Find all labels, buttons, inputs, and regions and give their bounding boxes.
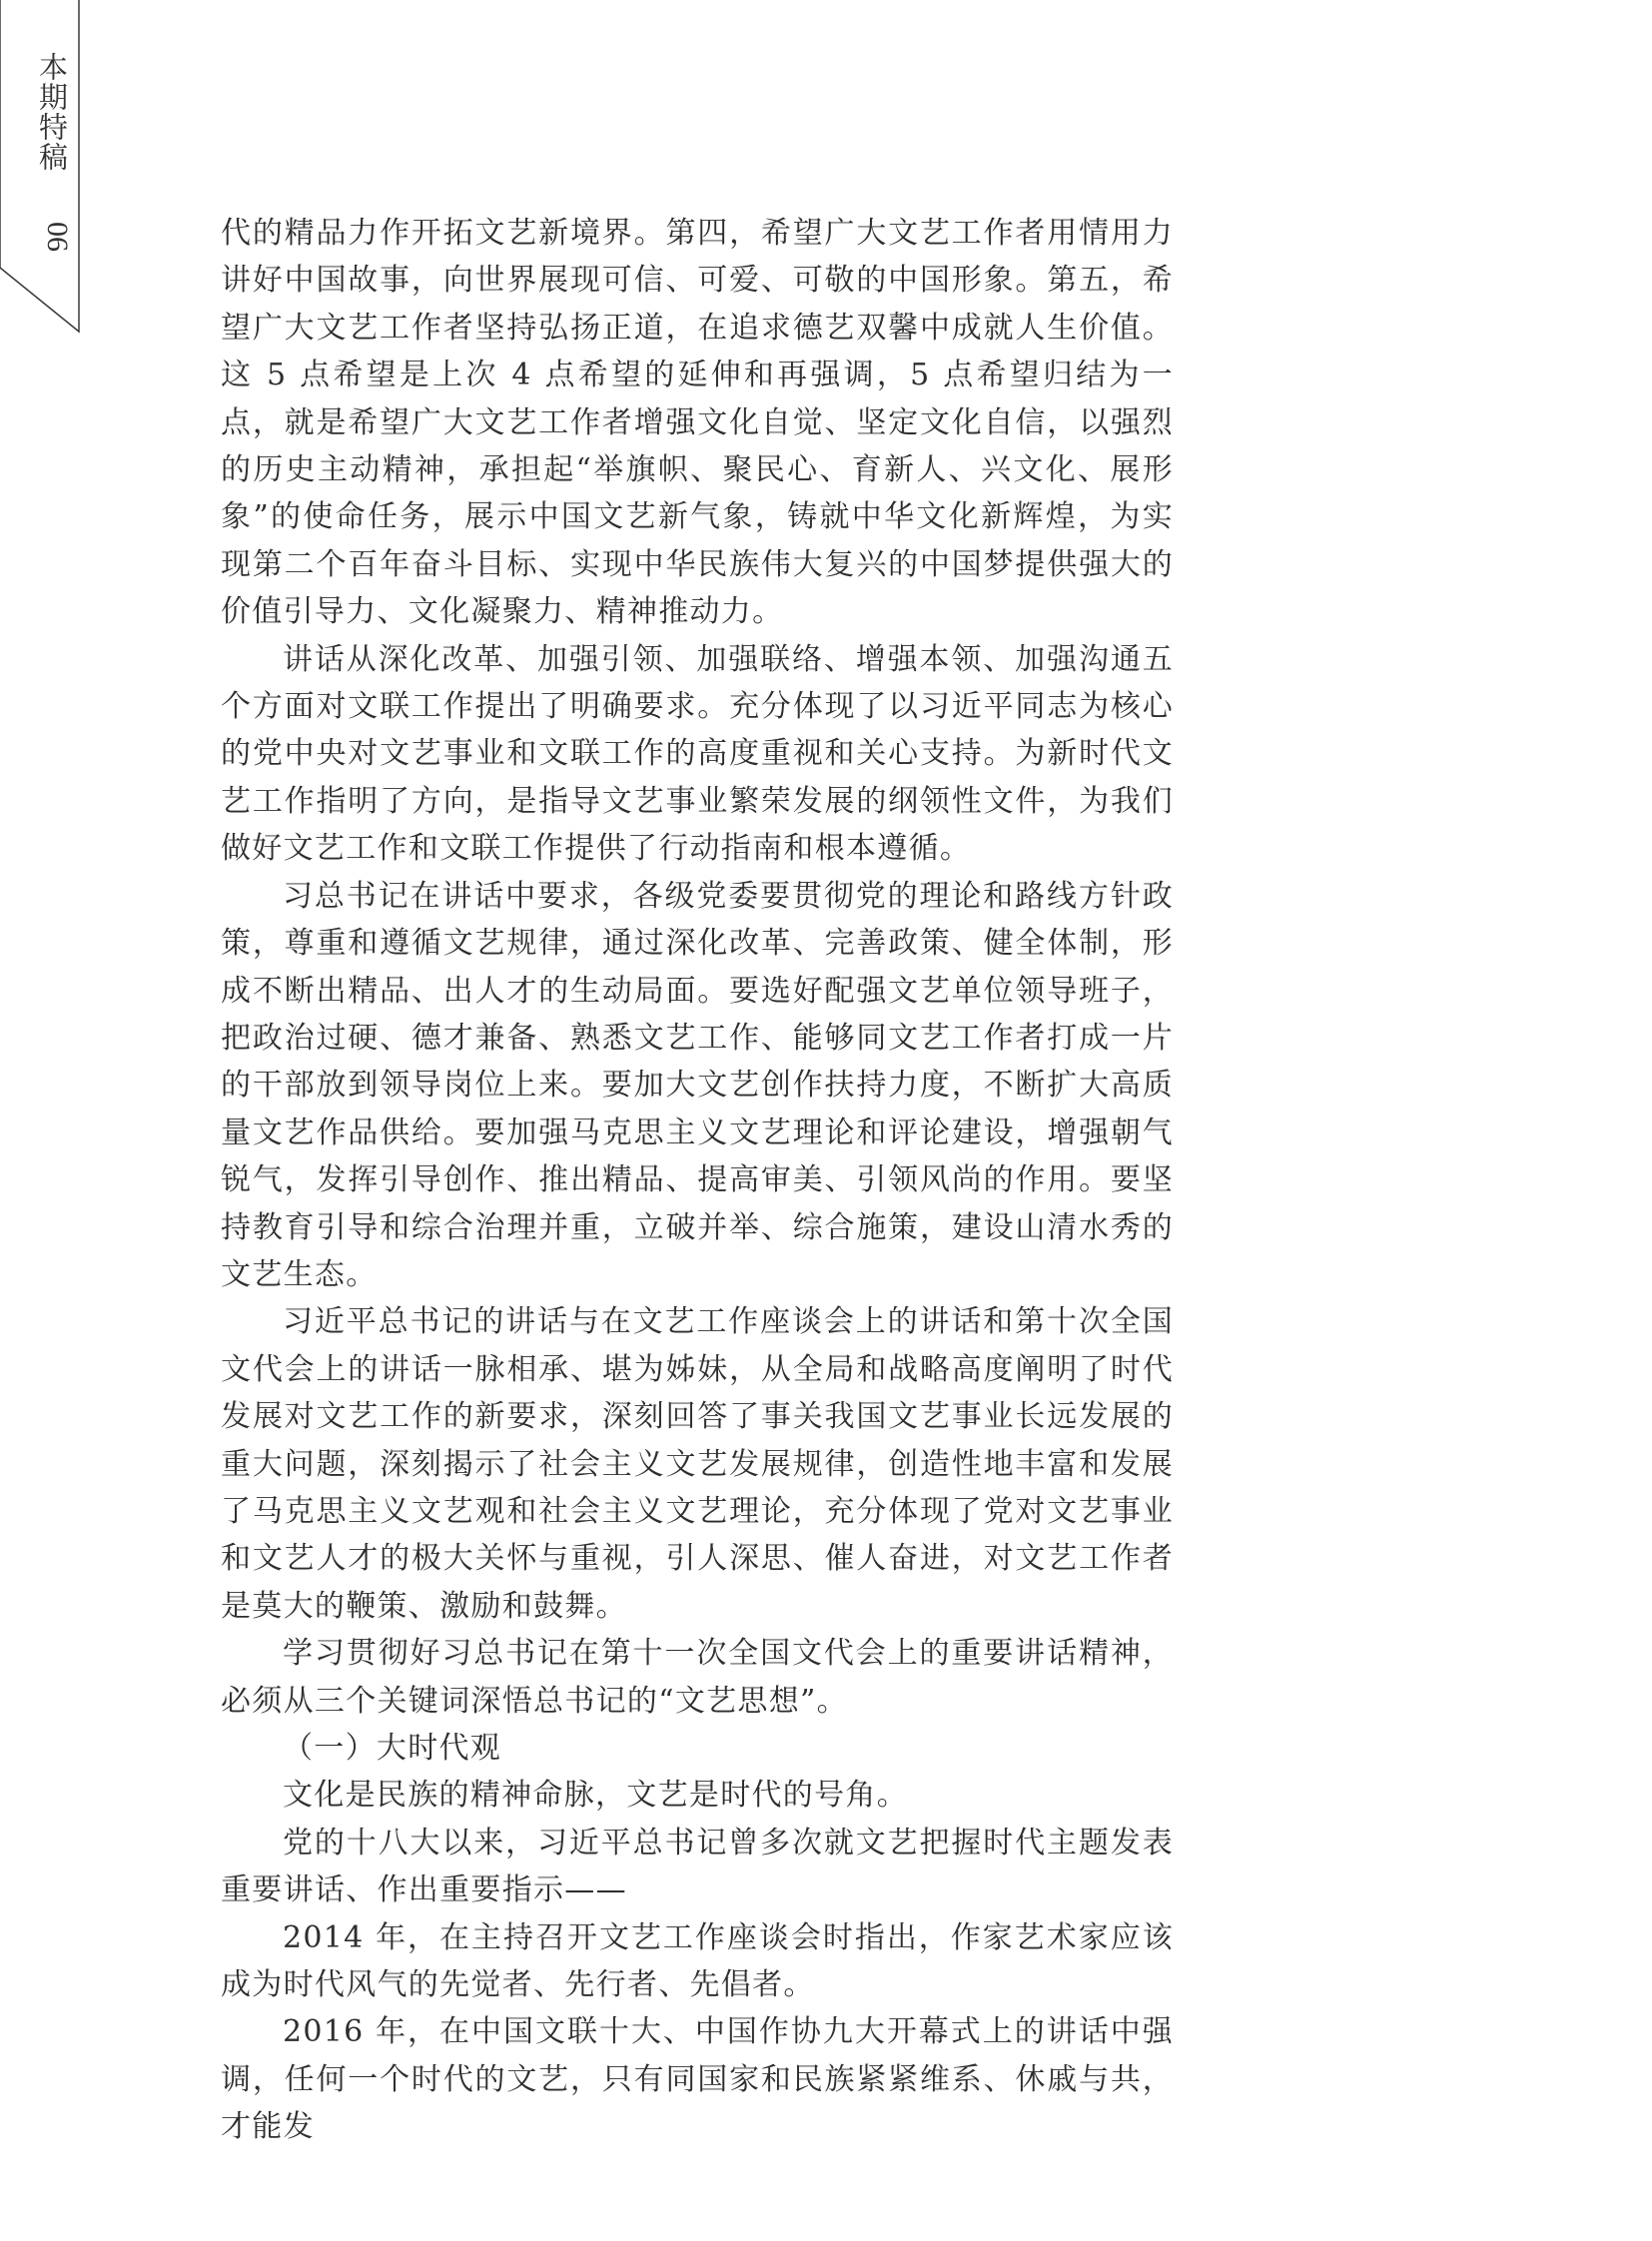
paragraph: 文化是民族的精神命脉，文艺是时代的号角。: [283, 1778, 908, 1814]
paragraph: 学习贯彻好习总书记在第十一次全国文代会上的重要讲话精神，必须从三个关键词深悟总书记的“文艺思想”。: [221, 1636, 1174, 1719]
side-tab: [0, 0, 82, 335]
article-body: [221, 210, 1174, 2151]
page-number: 06: [41, 222, 74, 252]
paragraph: 党的十八大以来，习近平总书记曾多次就文艺把握时代主题发表重要讲话、作出重要指示——: [221, 1825, 1174, 1908]
paragraph: 习近平总书记的讲话与在文艺工作座谈会上的讲话和第十次全国文代会上的讲话一脉相承、堪为姊妹，从全局和战略高度阐明了时代发展对文艺工作的新要求，深刻回答了事关我国文艺事业长远发展的重大问题，深刻揭示了社会主义文艺发展规律，创造性地丰富和发展了马克思主义文艺观和社会主义文艺理论，充分体现了党对文艺事业和文艺人才的极大关怀与重视，引人深思、催人奋进，对文艺工作者是莫大的鞭策、激励和鼓舞。: [221, 1304, 1174, 1624]
paragraph: 习总书记在讲话中要求，各级党委要贯彻党的理论和路线方针政策，尊重和遵循文艺规律，通过深化改革、完善政策、健全体制，形成不断出精品、出人才的生动局面。要选好配强文艺单位领导班子，把政治过硬、德才兼备、熟悉文艺工作、能够同文艺工作者打成一片的干部放到领导岗位上来。要加大文艺创作扶持力度，不断扩大高质量文艺作品供给。要加强马克思主义文艺理论和评论建设，增强朝气锐气，发挥引导创作、推出精品、提高审美、引领风尚的作用。要坚持教育引导和综合治理并重，立破并举、综合施策，建设山清水秀的文艺生态。: [221, 878, 1174, 1292]
paragraph: 2016 年，在中国文联十大、中国作协九大开幕式上的讲话中强调，任何一个时代的文艺，只有同国家和民族紧紧维系、休戚与共，才能发: [221, 2014, 1174, 2145]
paragraph: 2014 年，在主持召开文艺工作座谈会时指出，作家艺术家应该成为时代风气的先觉者、先行者、先倡者。: [221, 1919, 1174, 2003]
section-label: 本期特稿: [35, 52, 69, 172]
paragraph-continuation: 代的精品力作开拓文艺新境界。第四，希望广大文艺工作者用情用力讲好中国故事，向世界展现可信、可爱、可敬的中国形象。第五，希望广大文艺工作者坚持弘扬正道，在追求德艺双馨中成就人生价值。这 5 点希望是上次 4 点希望的延伸和再强调，5 点希望归结为一点，就是希望广大文艺工作者增强文化自觉、坚定文化自信，以强烈的历史主动精神，承担起“举旗帜、聚民心、育新人、兴文化、展形象”的使命任务，展示中国文艺新气象，铸就中华文化新辉煌，为实现第二个百年奋斗目标、实现中华民族伟大复兴的中国梦提供强大的价值引导力、文化凝聚力、精神推动力。: [221, 216, 1174, 630]
section-heading: （一）大时代观: [283, 1731, 502, 1766]
paragraph: 讲话从深化改革、加强引领、加强联络、增强本领、加强沟通五个方面对文联工作提出了明确要求。充分体现了以习近平同志为核心的党中央对文艺事业和文联工作的高度重视和关心支持。为新时代文艺工作指明了方向，是指导文艺事业繁荣发展的纲领性文件，为我们做好文艺工作和文联工作提供了行动指南和根本遵循。: [221, 641, 1174, 867]
